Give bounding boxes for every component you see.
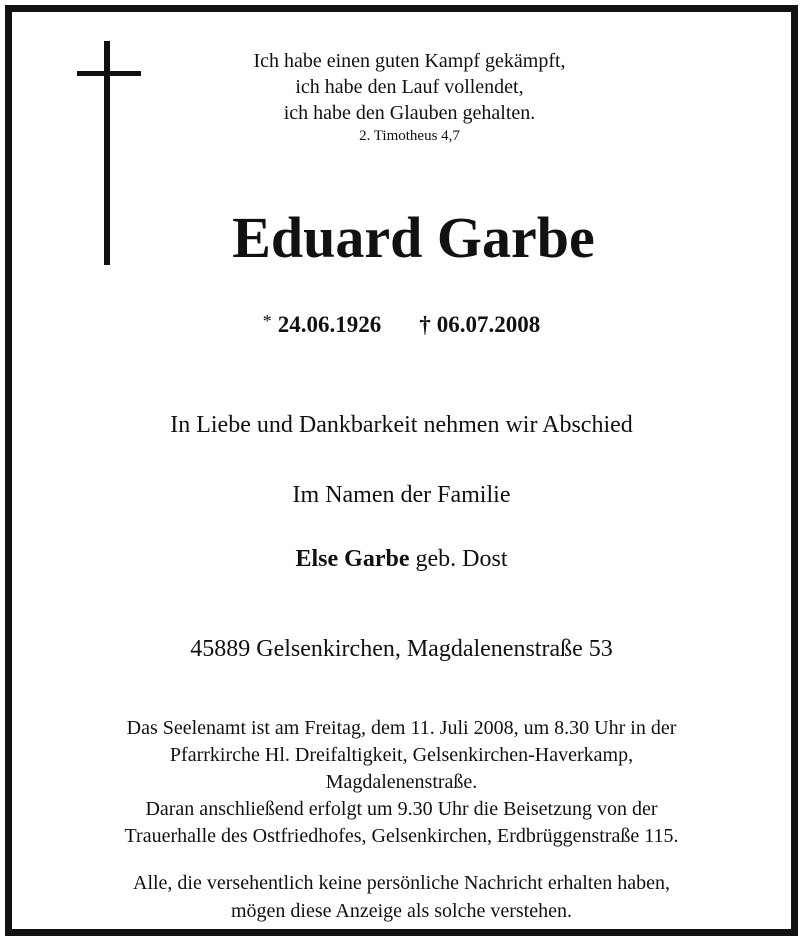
closing-note <box>12 869 791 925</box>
bible-verse <box>20 48 799 146</box>
mourner-maiden-name: geb. Dost <box>415 546 508 572</box>
family-address: 45889 Gelsenkirchen, Magdalenenstraße 53 <box>190 636 613 662</box>
deceased-name: Eduard Garbe <box>232 205 595 270</box>
ceremony-line: Daran anschließend erfolgt um 9.30 Uhr die Beisetzung von der <box>145 798 658 820</box>
birth-date: 24.06.1926 <box>277 312 382 337</box>
ceremony-line: Das Seelenamt ist am Freitag, dem 11. Juli 2008, um 8.30 Uhr in der <box>126 717 677 739</box>
ceremony-details <box>12 715 791 850</box>
life-dates <box>12 306 791 340</box>
verse-line: ich habe den Glauben gehalten. <box>283 102 536 124</box>
obituary-notice <box>5 5 798 936</box>
closing-line: Alle, die versehentlich keine persönliche Nachricht erhalten haben, <box>133 872 670 894</box>
verse-line: ich habe den Lauf vollendet, <box>295 76 524 98</box>
ceremony-line: Trauerhalle des Ostfriedhofes, Gelsenkirchen, Erdbrüggenstraße 115. <box>124 825 679 847</box>
birth-star-icon: * <box>262 311 272 331</box>
mourner <box>12 544 791 574</box>
ceremony-line: Magdalenenstraße. <box>325 771 478 793</box>
mourner-name: Else Garbe <box>295 546 410 572</box>
on-behalf-text: Im Namen der Familie <box>292 482 511 508</box>
verse-line: Ich habe einen guten Kampf gekämpft, <box>253 50 566 72</box>
farewell-text: In Liebe und Dankbarkeit nehmen wir Abschied <box>170 412 633 438</box>
death-cross-icon: † <box>419 312 431 337</box>
verse-reference: 2. Timotheus 4,7 <box>359 128 460 144</box>
closing-line: mögen diese Anzeige als solche verstehen. <box>231 900 572 922</box>
death-date: 06.07.2008 <box>436 312 541 337</box>
ceremony-line: Pfarrkirche Hl. Dreifaltigkeit, Gelsenkirchen-Haverkamp, <box>169 744 634 766</box>
